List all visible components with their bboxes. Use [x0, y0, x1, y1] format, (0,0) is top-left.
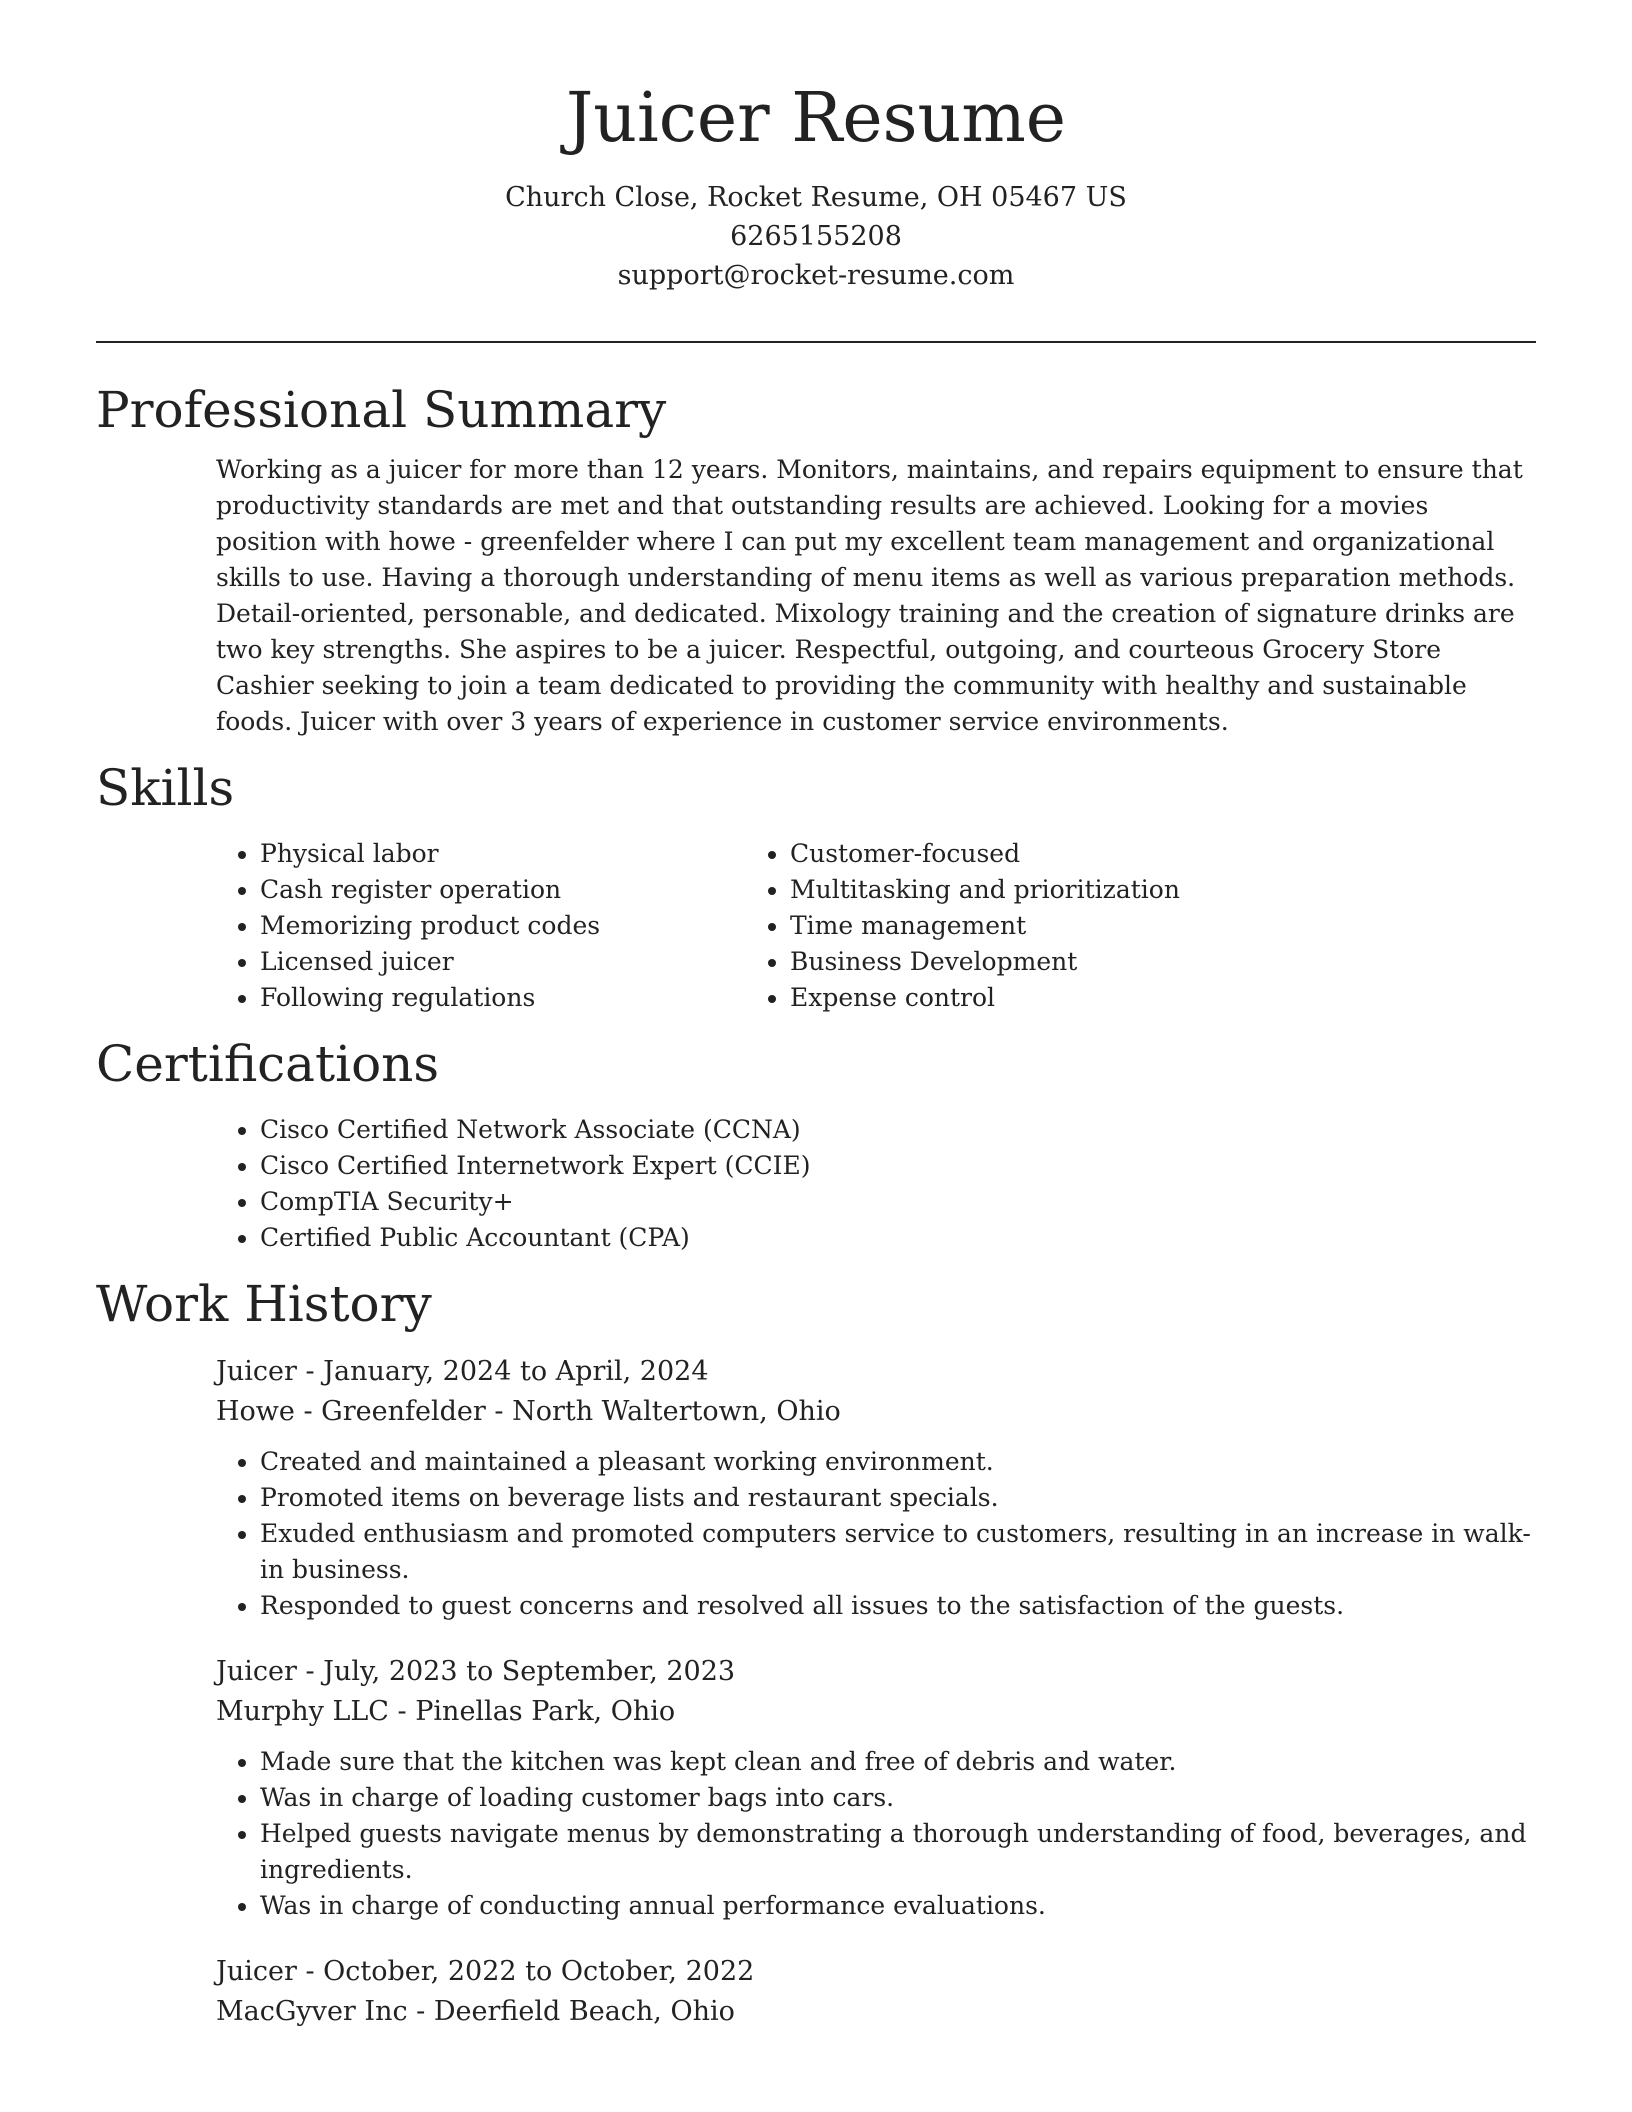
skill-item: • Cash register operation	[260, 872, 746, 908]
job-company-location: Murphy LLC - Pinellas Park, Ohio	[216, 1696, 676, 1727]
certification-item: • Certified Public Accountant (CPA)	[260, 1220, 1536, 1256]
job-bullets	[216, 1744, 1536, 1924]
skills-grid	[96, 836, 1536, 1016]
job-title-dates: Juicer - January, 2024 to April, 2024	[216, 1356, 709, 1387]
job-entry	[216, 1352, 1536, 1624]
work-history-heading: Work History	[96, 1275, 432, 1333]
job-bullets	[216, 1444, 1536, 1624]
certification-item: • Cisco Certified Network Associate (CCNA)	[260, 1112, 1536, 1148]
skills-list-right	[746, 836, 1536, 1016]
job-bullet: • Was in charge of conducting annual performance evaluations.	[260, 1888, 1536, 1924]
skills-section	[96, 758, 1536, 1016]
job-company-location: Howe - Greenfelder - North Waltertown, Ohio	[216, 1396, 841, 1427]
skill-item: • Physical labor	[260, 836, 746, 872]
job-bullet: • Exuded enthusiasm and promoted computers service to customers, resulting in an increase in walk-in business.	[260, 1516, 1536, 1588]
skill-item: • Expense control	[790, 980, 1536, 1016]
summary-text: Working as a juicer for more than 12 years. Monitors, maintains, and repairs equipment to ensure that productivity standards are met and that outstanding results are achieved. Looking for a movies position with howe - greenfelder where I can put my excellent team management and organizational skills to use. Having a thorough understanding of menu items as well as various preparation methods. Detail-oriented, personable, and dedicated. Mixology training and the creation of signature drinks are two key strengths. She aspires to be a juicer. Respectful, outgoing, and courteous Grocery Store Cashier seeking to join a team dedicated to providing the community with healthy and sustainable foods. Juicer with over 3 years of experience in customer service environments.	[216, 455, 1523, 736]
certifications-list	[96, 1112, 1536, 1256]
skill-item: • Customer-focused	[790, 836, 1536, 872]
contact-address: Church Close, Rocket Resume, OH 05467 US	[505, 181, 1127, 213]
contact-email: support@rocket-resume.com	[617, 259, 1015, 291]
skill-item: • Licensed juicer	[260, 944, 746, 980]
job-company-location: MacGyver Inc - Deerfield Beach, Ohio	[216, 1996, 735, 2027]
certification-item: • Cisco Certified Internetwork Expert (CCIE)	[260, 1148, 1536, 1184]
certification-item: • CompTIA Security+	[260, 1184, 1536, 1220]
skill-item: • Business Development	[790, 944, 1536, 980]
job-bullet: • Was in charge of loading customer bags into cars.	[260, 1780, 1536, 1816]
skills-list-left	[96, 836, 746, 1016]
certifications-heading: Certifications	[96, 1035, 440, 1093]
job-bullet: • Made sure that the kitchen was kept clean and free of debris and water.	[260, 1744, 1536, 1780]
job-bullet: • Responded to guest concerns and resolved all issues to the satisfaction of the guests.	[260, 1588, 1536, 1624]
job-entry	[216, 1652, 1536, 1924]
resume-header	[0, 78, 1632, 295]
job-title-dates: Juicer - October, 2022 to October, 2022	[216, 1956, 755, 1987]
skill-item: • Memorizing product codes	[260, 908, 746, 944]
certifications-section	[96, 1034, 1536, 1256]
skill-item: • Time management	[790, 908, 1536, 944]
resume-title: Juicer Resume	[565, 79, 1067, 158]
job-bullet: • Helped guests navigate menus by demonstrating a thorough understanding of food, beverages, and ingredients.	[260, 1816, 1536, 1888]
work-history-section	[96, 1274, 1536, 2032]
job-bullet: • Promoted items on beverage lists and restaurant specials.	[260, 1480, 1536, 1516]
contact-phone: 6265155208	[730, 220, 902, 252]
summary-section	[96, 380, 1536, 740]
skills-heading: Skills	[96, 759, 235, 817]
skill-item: • Following regulations	[260, 980, 746, 1016]
job-bullet: • Created and maintained a pleasant working environment.	[260, 1444, 1536, 1480]
skill-item: • Multitasking and prioritization	[790, 872, 1536, 908]
header-divider	[96, 341, 1536, 343]
contact-block	[0, 178, 1632, 295]
resume-content	[96, 380, 1536, 2032]
summary-heading: Professional Summary	[96, 381, 667, 439]
job-entry	[216, 1952, 1536, 2032]
job-title-dates: Juicer - July, 2023 to September, 2023	[216, 1656, 736, 1687]
